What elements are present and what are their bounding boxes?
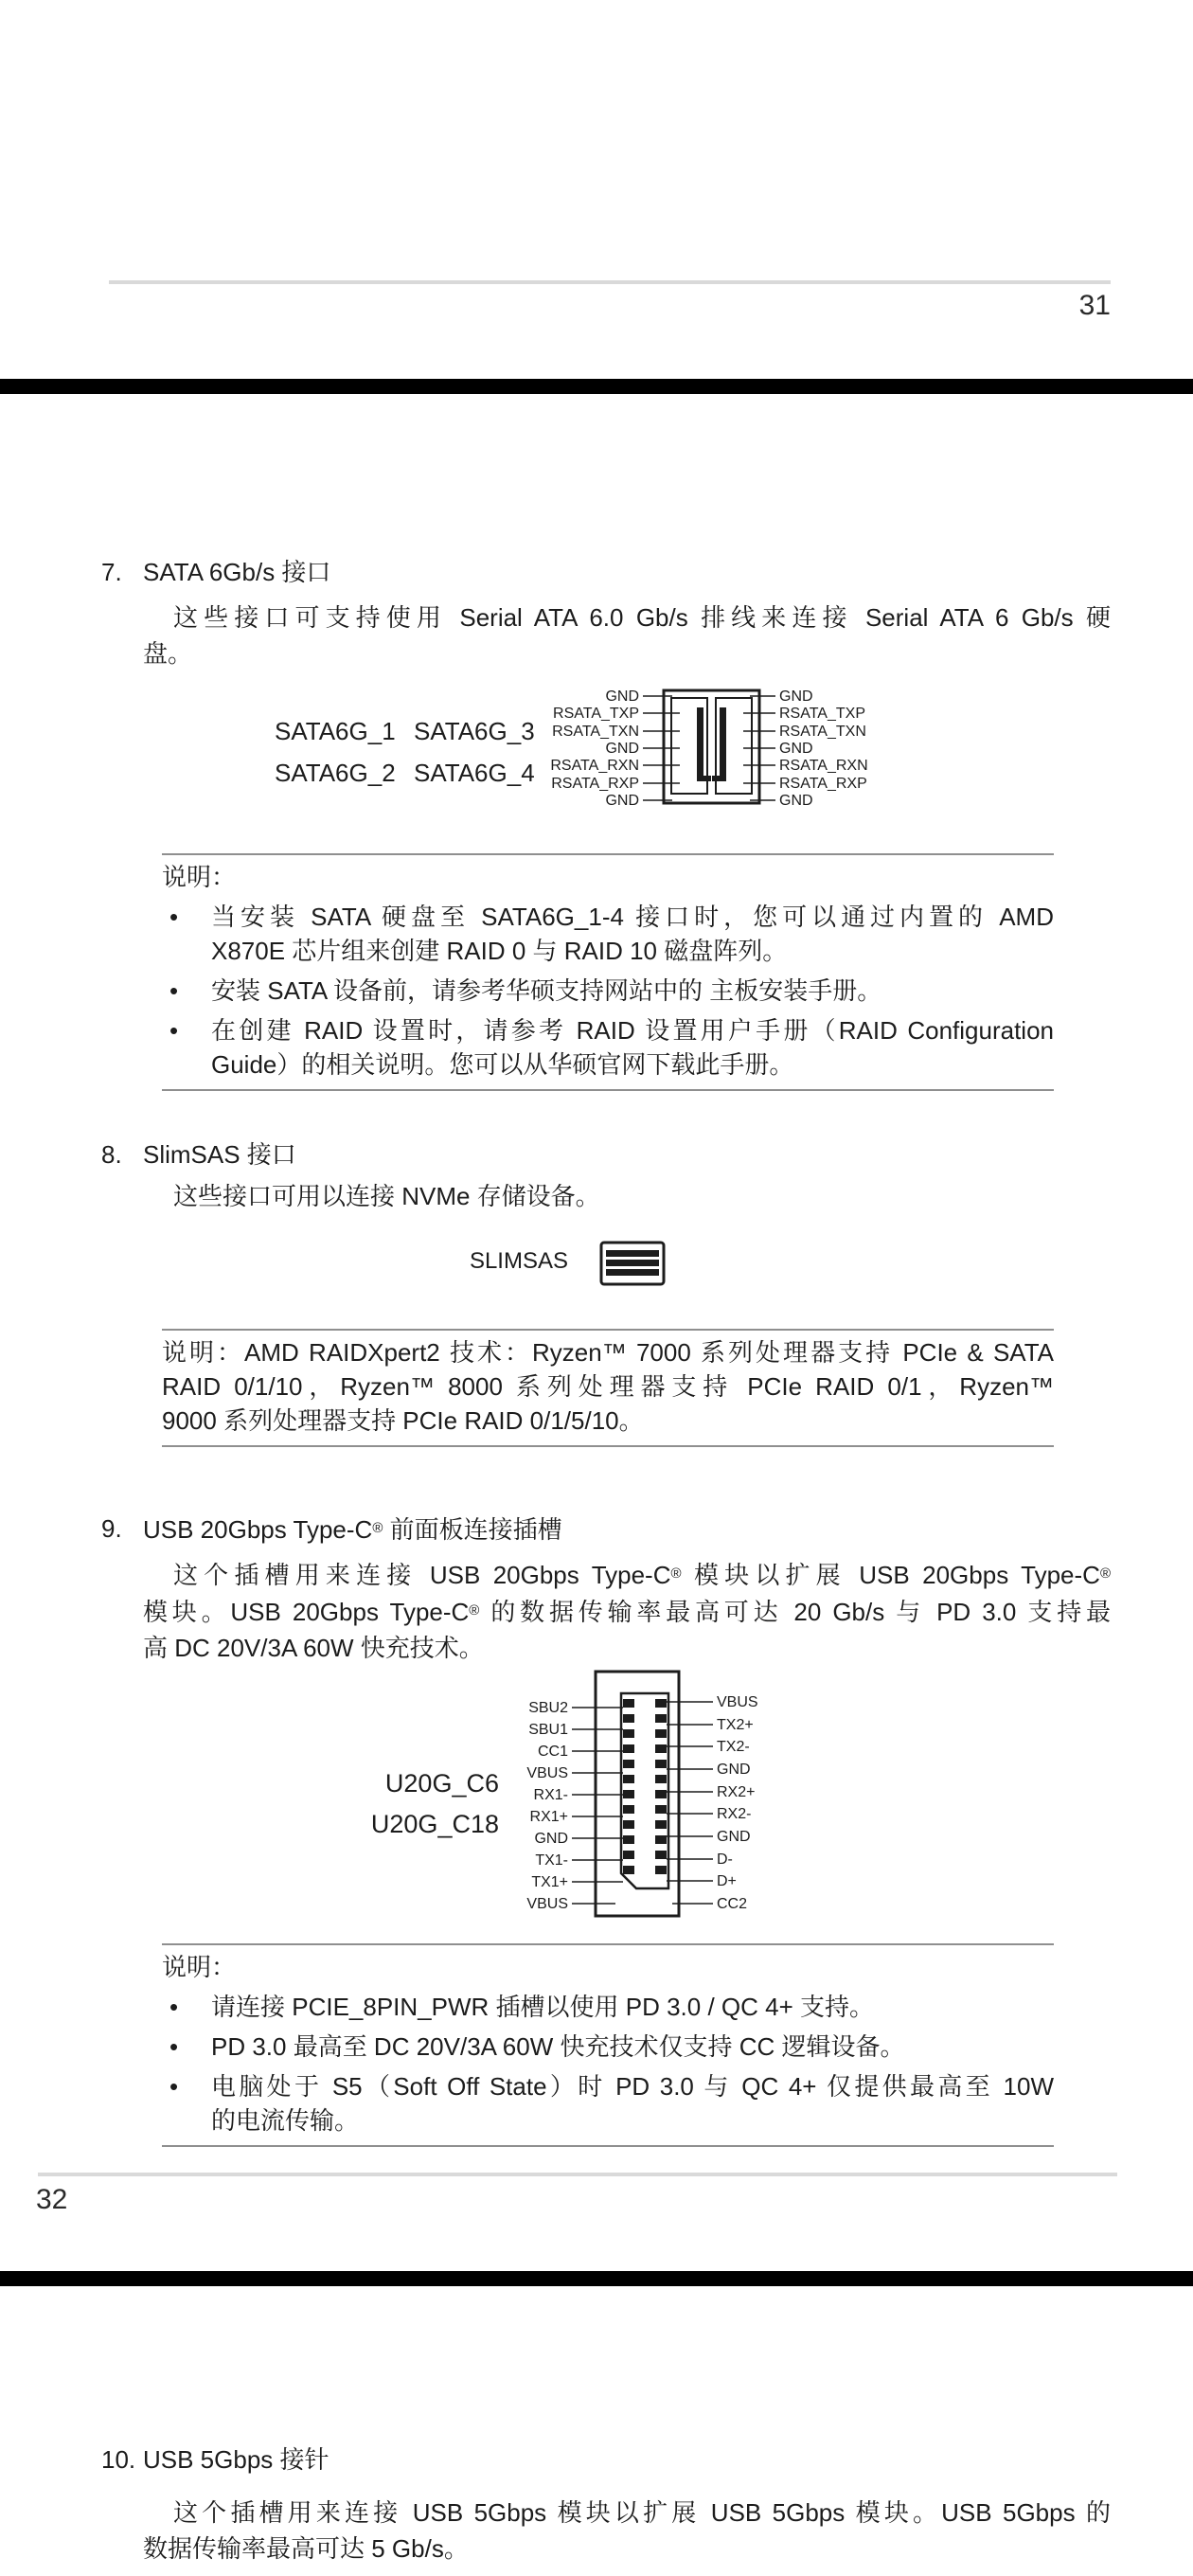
note-bullet (162, 2030, 1054, 2064)
section-8-title: SlimSAS 接口 (143, 1140, 296, 1169)
page31-number: 31 (1078, 290, 1111, 321)
section-10-paragraph (143, 2495, 1111, 2567)
page32-number: 32 (36, 2184, 68, 2215)
section-7-paragraph (143, 599, 1111, 671)
section-10-number: 10. (101, 2445, 136, 2474)
sata-port-label: SATA6G_1 (275, 717, 396, 745)
bullet-text: 的电流传输。 (211, 2106, 360, 2135)
usb-pin-label: TX2- (717, 1739, 750, 1755)
sata-pin-label: RSATA_TXN (779, 724, 866, 740)
slimsas-connector-label: SLIMSAS (469, 1248, 568, 1274)
bullet-dot: • (169, 976, 179, 1005)
body-text: 模块。USB 20Gbps Type-C (143, 1598, 470, 1626)
section-9-body-line3: 高 DC 20V/3A 60W 快充技术。 (143, 1634, 484, 1662)
usb-pin-label: GND (717, 1762, 751, 1778)
note-heading: 说明： (162, 863, 237, 891)
sata-port-label: SATA6G_3 (414, 717, 535, 745)
section-9-number: 9. (101, 1514, 122, 1543)
usb-pin-label: SBU2 (528, 1700, 568, 1716)
sata-pin-label: GND (779, 689, 813, 705)
usb-pin-label: RX2+ (717, 1784, 756, 1800)
note-bullet (162, 1990, 1054, 2024)
usb-pin-column-left (623, 1699, 634, 1874)
section-10-body-line2: 数据传输率最高可达 5 Gb/s。 (143, 2534, 469, 2563)
usb-note-box (162, 1943, 1054, 2147)
usb-pin-label: VBUS (717, 1694, 758, 1710)
sata-port-label: SATA6G_2 (275, 759, 396, 787)
usb-pin-label: RX1- (533, 1787, 568, 1803)
bullet-dot: • (169, 903, 179, 931)
bullet-text: X870E 芯片组来创建 RAID 0 与 RAID 10 磁盘阵列。 (211, 937, 788, 965)
section-9-usb20 (101, 1510, 1111, 1666)
note-text-line1: 说明：AMD RAIDXpert2 技术：Ryzen™ 7000 系列处理器支持 PCIe & SATA (162, 1338, 1054, 1367)
registered-mark: ® (372, 1520, 383, 1536)
sata-pin-label: RSATA_TXP (553, 706, 639, 722)
bullet-text: 安装 SATA 设备前，请参考华硕支持网站中的 主板安装手册。 (211, 976, 882, 1005)
usb-pin-column-right (655, 1699, 667, 1874)
section-7-title: SATA 6Gb/s 接口 (143, 558, 331, 586)
usb-pin-label: VBUS (526, 1765, 568, 1781)
sata-pin-label: GND (779, 793, 813, 809)
sata-pin-label: GND (605, 741, 639, 757)
bullet-text: 请连接 PCIE_8PIN_PWR 插槽以使用 PD 3.0 / QC 4+ 支持。 (211, 1993, 874, 2021)
usb-pin-label: RX2- (717, 1806, 752, 1822)
usb-pin-label: TX1+ (531, 1874, 568, 1890)
section-10-body-line1: 这个插槽用来连接 USB 5Gbps 模块以扩展 USB 5Gbps 模块。USB 5Gbps 的 (173, 2498, 1111, 2527)
section-8-slimsas (101, 1136, 1111, 1214)
section-9-body-line2 (143, 1593, 1111, 1630)
bullet-dot: • (169, 1993, 179, 2021)
note-bullet (162, 974, 1054, 1008)
note-heading: 说明： (162, 1953, 237, 1981)
bullet-text: PD 3.0 最高至 DC 20V/3A 60W 快充技术仅支持 CC 逻辑设备。 (211, 2032, 905, 2061)
section-7-number: 7. (101, 558, 122, 586)
usb-pin-label: TX2+ (717, 1717, 754, 1733)
page-divider-bar-bottom (0, 2271, 1193, 2286)
bullet-dot: • (169, 2032, 179, 2061)
body-text: 这个插槽用来连接 USB 20Gbps Type-C (173, 1561, 671, 1589)
body-text: 模块以扩展 USB 20Gbps Type-C (681, 1561, 1100, 1589)
section-7-body-line2: 盘。 (143, 639, 193, 668)
sata-pin-label: GND (605, 793, 639, 809)
section-9-title (143, 1510, 1111, 1548)
sata-pin-label: RSATA_RXN (779, 758, 868, 774)
section-9-heading (101, 1510, 1111, 1548)
page32-footer-rule (38, 2173, 1117, 2176)
sata-pin-label: GND (605, 689, 639, 705)
usb-port-label: U20G_C6 (384, 1769, 499, 1798)
bullet-text: Guide）的相关说明。您可以从华硕官网下载此手册。 (211, 1050, 794, 1079)
section-10-heading (101, 2442, 1111, 2478)
sata-connector-diagram (379, 685, 909, 817)
section-9-title-main: USB 20Gbps Type-C (143, 1515, 373, 1544)
registered-mark: ® (469, 1602, 480, 1619)
section-8-heading (101, 1136, 1111, 1172)
bullet-text: 电脑处于 S5（Soft Off State）时 PD 3.0 与 QC 4+ 仅提供最高至 10W (211, 2072, 1054, 2101)
sata-pin-label: RSATA_RXP (779, 776, 867, 792)
registered-mark: ® (670, 1565, 682, 1582)
body-text: 的数据传输率最高可达 20 Gb/s 与 PD 3.0 支持最 (479, 1598, 1111, 1626)
section-8-paragraph (143, 1178, 1111, 1214)
registered-mark: ® (1099, 1565, 1111, 1582)
usb-pin-label: D- (717, 1852, 733, 1868)
usb-pin-label: D+ (717, 1873, 737, 1889)
note-bullet (162, 1013, 1054, 1082)
section-10-usb5 (101, 2442, 1111, 2567)
sata-pin-label: GND (779, 741, 813, 757)
note-bullet (162, 2069, 1054, 2138)
section-8-number: 8. (101, 1140, 122, 1169)
sata-pin-label: RSATA_TXP (779, 706, 865, 722)
section-7-heading (101, 554, 1111, 590)
bullet-dot: • (169, 1016, 179, 1045)
bullet-text: 在创建 RAID 设置时，请参考 RAID 设置用户手册（RAID Configuration (211, 1016, 1054, 1045)
sata-pin-label: RSATA_RXP (551, 776, 639, 792)
usb-pin-label: CC1 (537, 1744, 568, 1760)
note-text-line3: 9000 系列处理器支持 PCIe RAID 0/1/5/10。 (162, 1406, 644, 1435)
usb-pin-label: TX1- (535, 1852, 568, 1869)
usb-typec-connector-diagram (369, 1665, 947, 1930)
bullet-dot: • (169, 2072, 179, 2101)
section-8-body: 这些接口可用以连接 NVMe 存储设备。 (173, 1182, 600, 1210)
page31-header-rule (109, 280, 1111, 284)
slimsas-connector-diagram (596, 1237, 672, 1289)
usb-pin-label: GND (534, 1831, 568, 1847)
section-7-sata (101, 554, 1111, 671)
sata-port-label: SATA6G_4 (414, 759, 535, 787)
note-text-line2: RAID 0/1/10，Ryzen™ 8000 系列处理器支持 PCIe RAID 0/1，Ryzen™ (162, 1372, 1054, 1401)
section-10-title: USB 5Gbps 接针 (143, 2445, 329, 2474)
section-9-title-rest: 前面板连接插槽 (383, 1515, 562, 1544)
sata-pin-label: RSATA_TXN (552, 724, 639, 740)
slimsas-note-box (162, 1329, 1054, 1447)
section-9-paragraph (143, 1556, 1111, 1666)
usb-pin-label: RX1+ (529, 1809, 568, 1825)
section-7-body-line1: 这些接口可支持使用 Serial ATA 6.0 Gb/s 排线来连接 Serial ATA 6 Gb/s 硬 (173, 603, 1111, 632)
sata-connector-outline (664, 690, 759, 803)
usb-port-label: U20G_C18 (370, 1810, 499, 1838)
page-divider-bar-top (0, 379, 1193, 394)
sata-note-box (162, 853, 1054, 1091)
usb-pin-label: SBU1 (528, 1722, 568, 1738)
bullet-text: 当安装 SATA 硬盘至 SATA6G_1-4 接口时，您可以通过内置的 AMD (211, 903, 1054, 931)
sata-pin-label: RSATA_RXN (550, 758, 639, 774)
usb-pin-label: CC2 (717, 1896, 748, 1912)
usb-pin-label: VBUS (526, 1896, 568, 1912)
usb-pin-label: GND (717, 1829, 751, 1845)
section-9-body-line1 (143, 1556, 1111, 1593)
note-bullet (162, 900, 1054, 968)
